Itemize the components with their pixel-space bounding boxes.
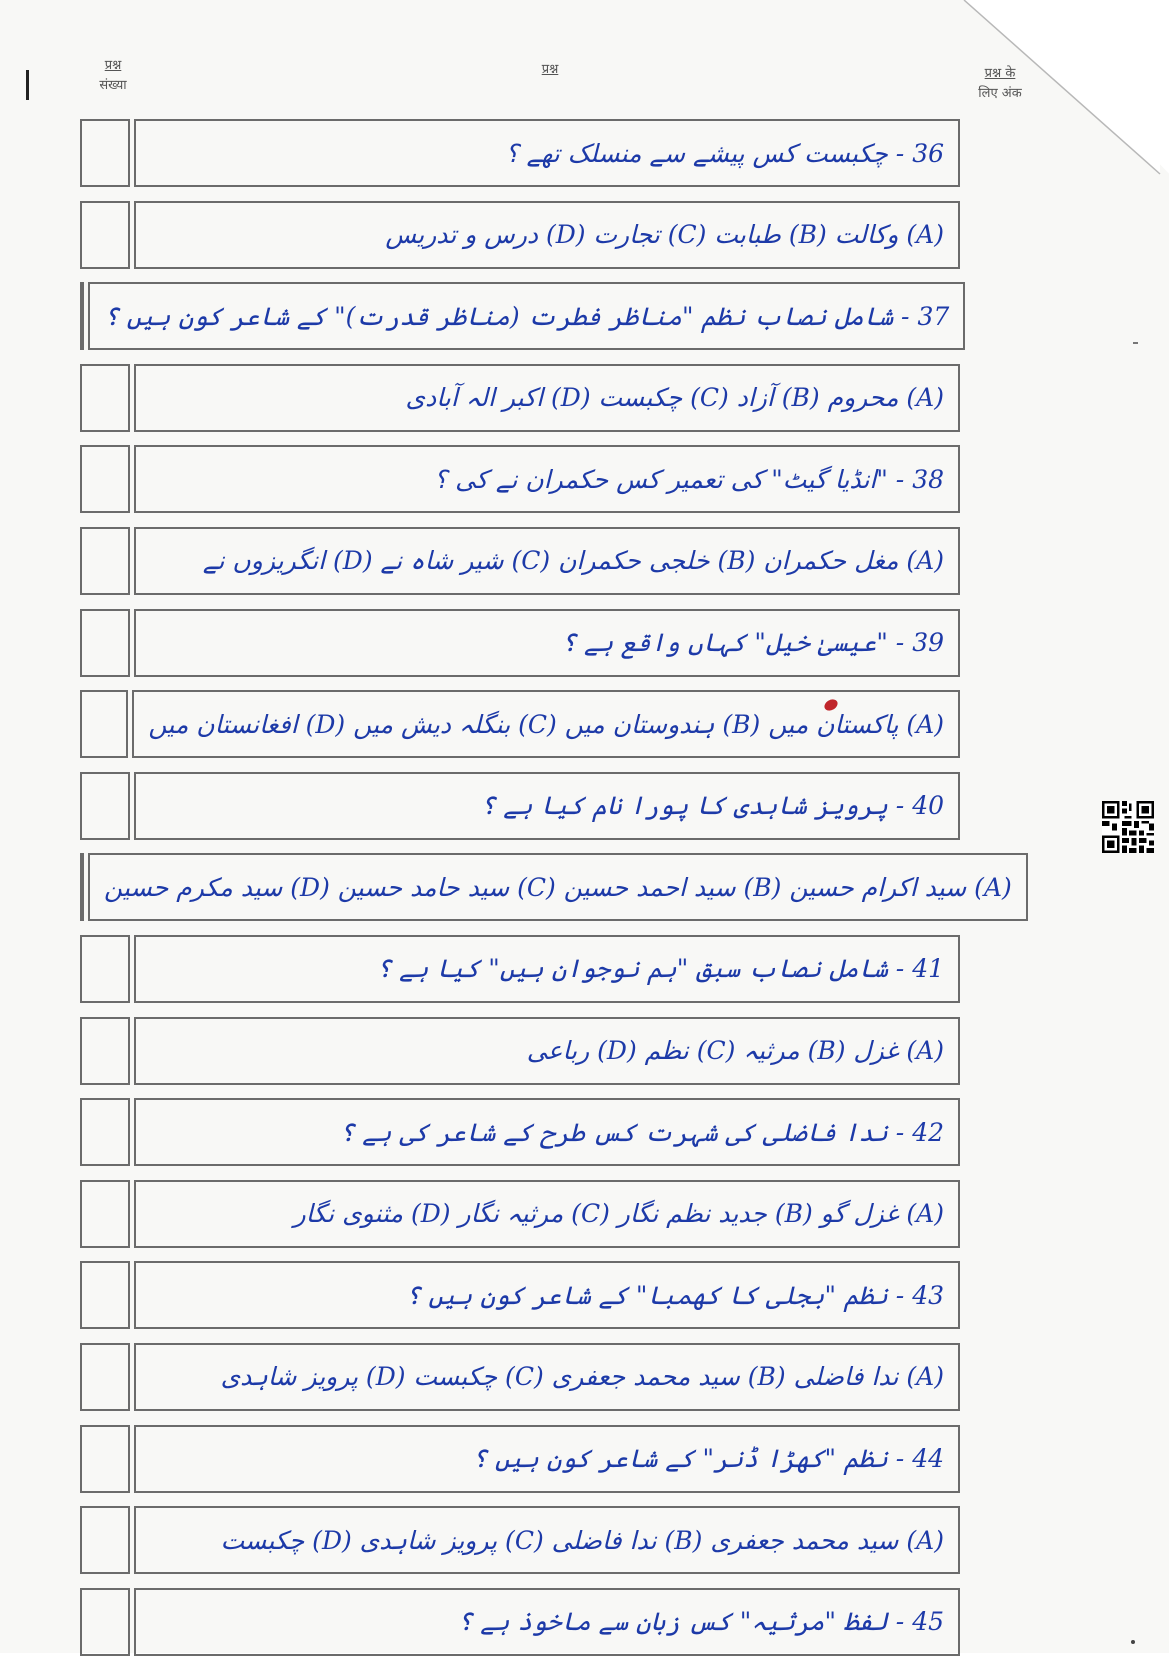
question-number-cell — [80, 935, 130, 1003]
handwritten-text: (A) سید اکرام حسین (B) سید احمد حسین (C) سید حامد حسین (D) سید مکرم حسین — [104, 872, 1012, 902]
handwritten-text: 37 - شامل نصاب نظم "مناظر فطرت (مناظر قدرت)" کے شاعر کون ہیں ؟ — [104, 301, 950, 331]
question-row — [80, 1098, 960, 1166]
question-row — [80, 1261, 960, 1329]
question-row — [80, 201, 960, 269]
handwritten-text: 44 - نظم "کھڑا ڈنر" کے شاعر کون ہیں ؟ — [472, 1444, 944, 1473]
question-cell — [134, 445, 960, 513]
header-question-label: प्रश्न — [541, 62, 559, 77]
question-row — [80, 1588, 960, 1656]
handwritten-text: (A) ندا فاضلی (B) سید محمد جعفری (C) چکبست (D) پرویز شاہدی — [220, 1362, 944, 1392]
question-cell — [134, 1506, 960, 1574]
question-row — [80, 1180, 960, 1248]
handwritten-text: 39 - "عیسیٰ خیل" کہاں واقع ہے ؟ — [561, 628, 944, 658]
question-cell — [134, 364, 960, 432]
handwritten-text: (A) پاکستان میں (B) ہندوستان میں (C) بنگلہ دیش میں (D) افغانستان میں — [148, 709, 944, 739]
question-row — [80, 445, 960, 513]
handwritten-text: 45 - لفظ "مرثیہ" کس زبان سے ماخوذ ہے ؟ — [457, 1607, 944, 1637]
question-row — [80, 1017, 960, 1085]
header-question — [520, 60, 580, 80]
question-number-cell — [80, 1017, 130, 1085]
question-cell — [88, 282, 965, 350]
question-number-cell — [80, 1261, 130, 1329]
handwritten-text: 36 - چکبست کس پیشے سے منسلک تھے ؟ — [505, 138, 944, 168]
question-row — [80, 119, 960, 187]
question-number-cell — [80, 690, 128, 758]
question-number-cell — [80, 119, 130, 187]
question-row — [80, 1343, 960, 1411]
handwritten-text: 43 - نظم "بجلی کا کھمبا" کے شاعر کون ہیں ؟ — [405, 1280, 944, 1310]
speck — [1133, 342, 1138, 344]
handwritten-text: 38 - "انڈیا گیٹ" کی تعمیر کس حکمران نے کی ؟ — [433, 464, 944, 494]
header-num-line1: प्रश्न — [104, 58, 122, 73]
qr-code-icon — [1102, 801, 1154, 853]
header-question-number — [88, 56, 138, 96]
question-number-cell — [80, 1506, 130, 1574]
handwritten-text: (A) غزل گو (B) جدید نظم نگار (C) مرثیہ نگار (D) مثنوی نگار — [293, 1199, 944, 1229]
question-number-cell — [80, 772, 130, 840]
handwritten-text: 40 - پرویز شاہدی کا پورا نام کیا ہے ؟ — [480, 791, 944, 821]
handwritten-text: (A) محروم (B) آزاد (C) چکبست (D) اکبر الہ آبادی — [405, 383, 944, 413]
question-number-cell — [80, 445, 130, 513]
question-row — [80, 1425, 960, 1493]
question-cell — [88, 853, 1028, 921]
question-cell — [134, 1588, 960, 1656]
margin-mark — [26, 70, 29, 100]
question-row — [80, 364, 960, 432]
question-cell — [134, 1098, 960, 1166]
question-cell — [134, 1261, 960, 1329]
question-cell — [134, 935, 960, 1003]
handwritten-text: (A) مغل حکمران (B) خلجی حکمران (C) شیر شاہ نے (D) انگریزوں نے — [202, 546, 944, 576]
question-cell — [134, 772, 960, 840]
question-number-cell — [80, 1425, 130, 1493]
question-number-cell — [80, 1588, 130, 1656]
question-cell — [134, 1017, 960, 1085]
handwritten-text: (A) سید محمد جعفری (B) ندا فاضلی (C) پرویز شاہدی (D) چکبست — [220, 1525, 944, 1555]
question-number-cell — [80, 1180, 130, 1248]
question-cell — [134, 201, 960, 269]
question-row — [80, 772, 960, 840]
question-grid — [80, 119, 1012, 1669]
question-cell — [134, 527, 960, 595]
header-num-line2: संख्या — [99, 78, 127, 93]
header-marks — [960, 64, 1040, 104]
question-row — [80, 935, 960, 1003]
question-row — [80, 527, 960, 595]
question-row — [80, 853, 1012, 921]
question-cell — [134, 119, 960, 187]
question-row — [80, 1506, 960, 1574]
handwritten-text: 42 - ندا فاضلی کی شہرت کس طرح کے شاعر کی ہے ؟ — [339, 1117, 944, 1147]
question-cell — [134, 1425, 960, 1493]
header-marks-line2: लिए अंक — [978, 86, 1022, 101]
question-number-cell — [80, 527, 130, 595]
question-cell — [134, 609, 960, 677]
handwritten-text: (A) وکالت (B) طبابت (C) تجارت (D) درس و تدریس — [385, 220, 944, 250]
handwritten-text: 41 - شامل نصاب سبق "ہم نوجوان ہیں" کیا ہے ؟ — [376, 954, 944, 984]
question-number-cell — [80, 201, 130, 269]
header-marks-line1: प्रश्न के — [984, 66, 1016, 81]
question-number-cell — [80, 609, 130, 677]
question-number-cell — [80, 282, 84, 350]
question-row — [80, 282, 960, 350]
question-cell — [134, 1180, 960, 1248]
question-number-cell — [80, 853, 84, 921]
question-number-cell — [80, 1343, 130, 1411]
speck — [1131, 1640, 1135, 1644]
question-number-cell — [80, 364, 130, 432]
handwritten-text: (A) غزل (B) مرثیہ (C) نظم (D) رباعی — [526, 1036, 944, 1066]
question-number-cell — [80, 1098, 130, 1166]
question-cell — [134, 1343, 960, 1411]
question-row — [80, 609, 960, 677]
